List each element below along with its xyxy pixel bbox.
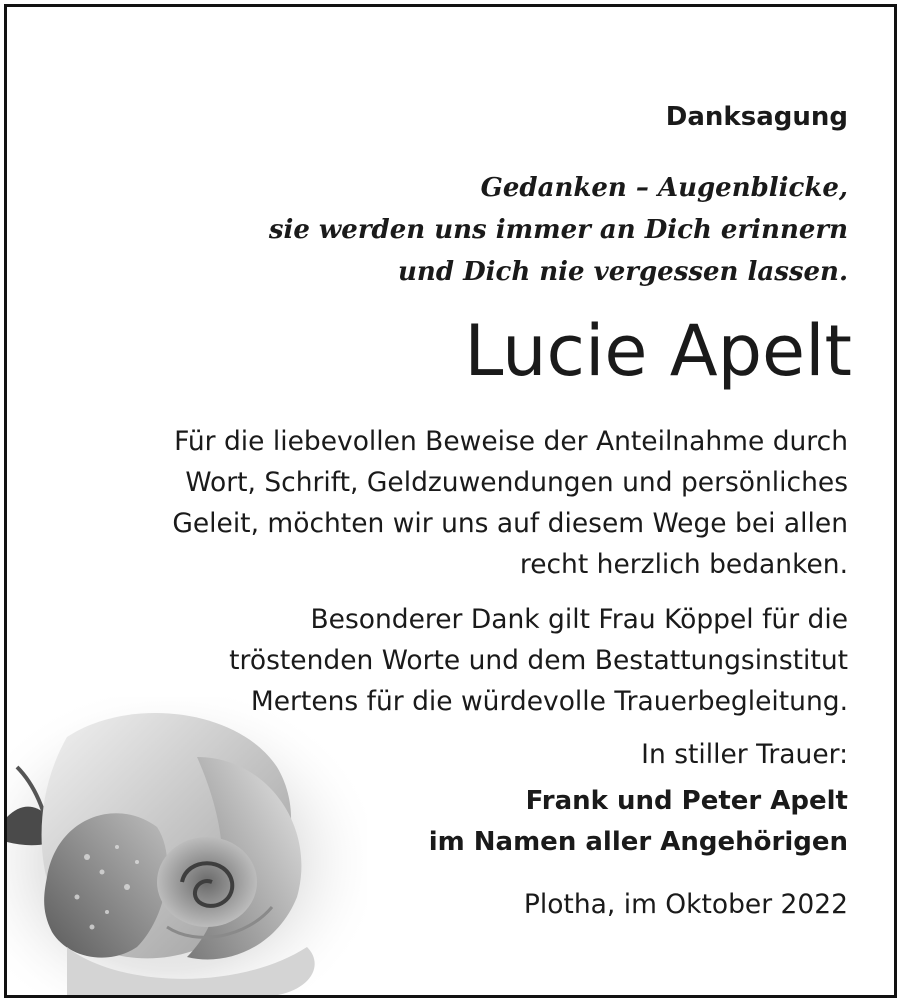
deceased-name: Lucie Apelt xyxy=(464,310,852,392)
mourner-line: Frank und Peter Apelt xyxy=(525,786,848,816)
thanks-paragraph xyxy=(172,421,848,585)
paragraph-line: Mertens für die würdevolle Trauerbegleitung. xyxy=(250,686,848,717)
obituary-notice-frame xyxy=(4,4,897,998)
notice-heading: Danksagung xyxy=(665,102,848,132)
mourner-line: im Namen aller Angehörigen xyxy=(428,827,848,857)
paragraph-line: Wort, Schrift, Geldzuwendungen und persönliches xyxy=(185,467,848,498)
poem-line: Gedanken – Augenblicke, xyxy=(480,173,848,203)
special-thanks-paragraph xyxy=(229,599,848,722)
paragraph-line: tröstenden Worte und dem Bestattungsinstitut xyxy=(229,645,848,676)
mourners-signature xyxy=(429,781,848,863)
paragraph-line: Besonderer Dank gilt Frau Köppel für die xyxy=(310,604,848,635)
poem-line: sie werden uns immer an Dich erinnern xyxy=(268,215,848,245)
poem-line: und Dich nie vergessen lassen. xyxy=(398,257,848,287)
rose-image xyxy=(7,697,367,997)
memorial-poem xyxy=(269,167,848,293)
mourning-intro: In stiller Trauer: xyxy=(641,739,848,770)
paragraph-line: recht herzlich bedanken. xyxy=(519,549,848,580)
place-and-date: Plotha, im Oktober 2022 xyxy=(523,889,848,920)
paragraph-line: Für die liebevollen Beweise der Anteilnahme durch xyxy=(174,426,848,457)
paragraph-line: Geleit, möchten wir uns auf diesem Wege bei allen xyxy=(172,508,848,539)
